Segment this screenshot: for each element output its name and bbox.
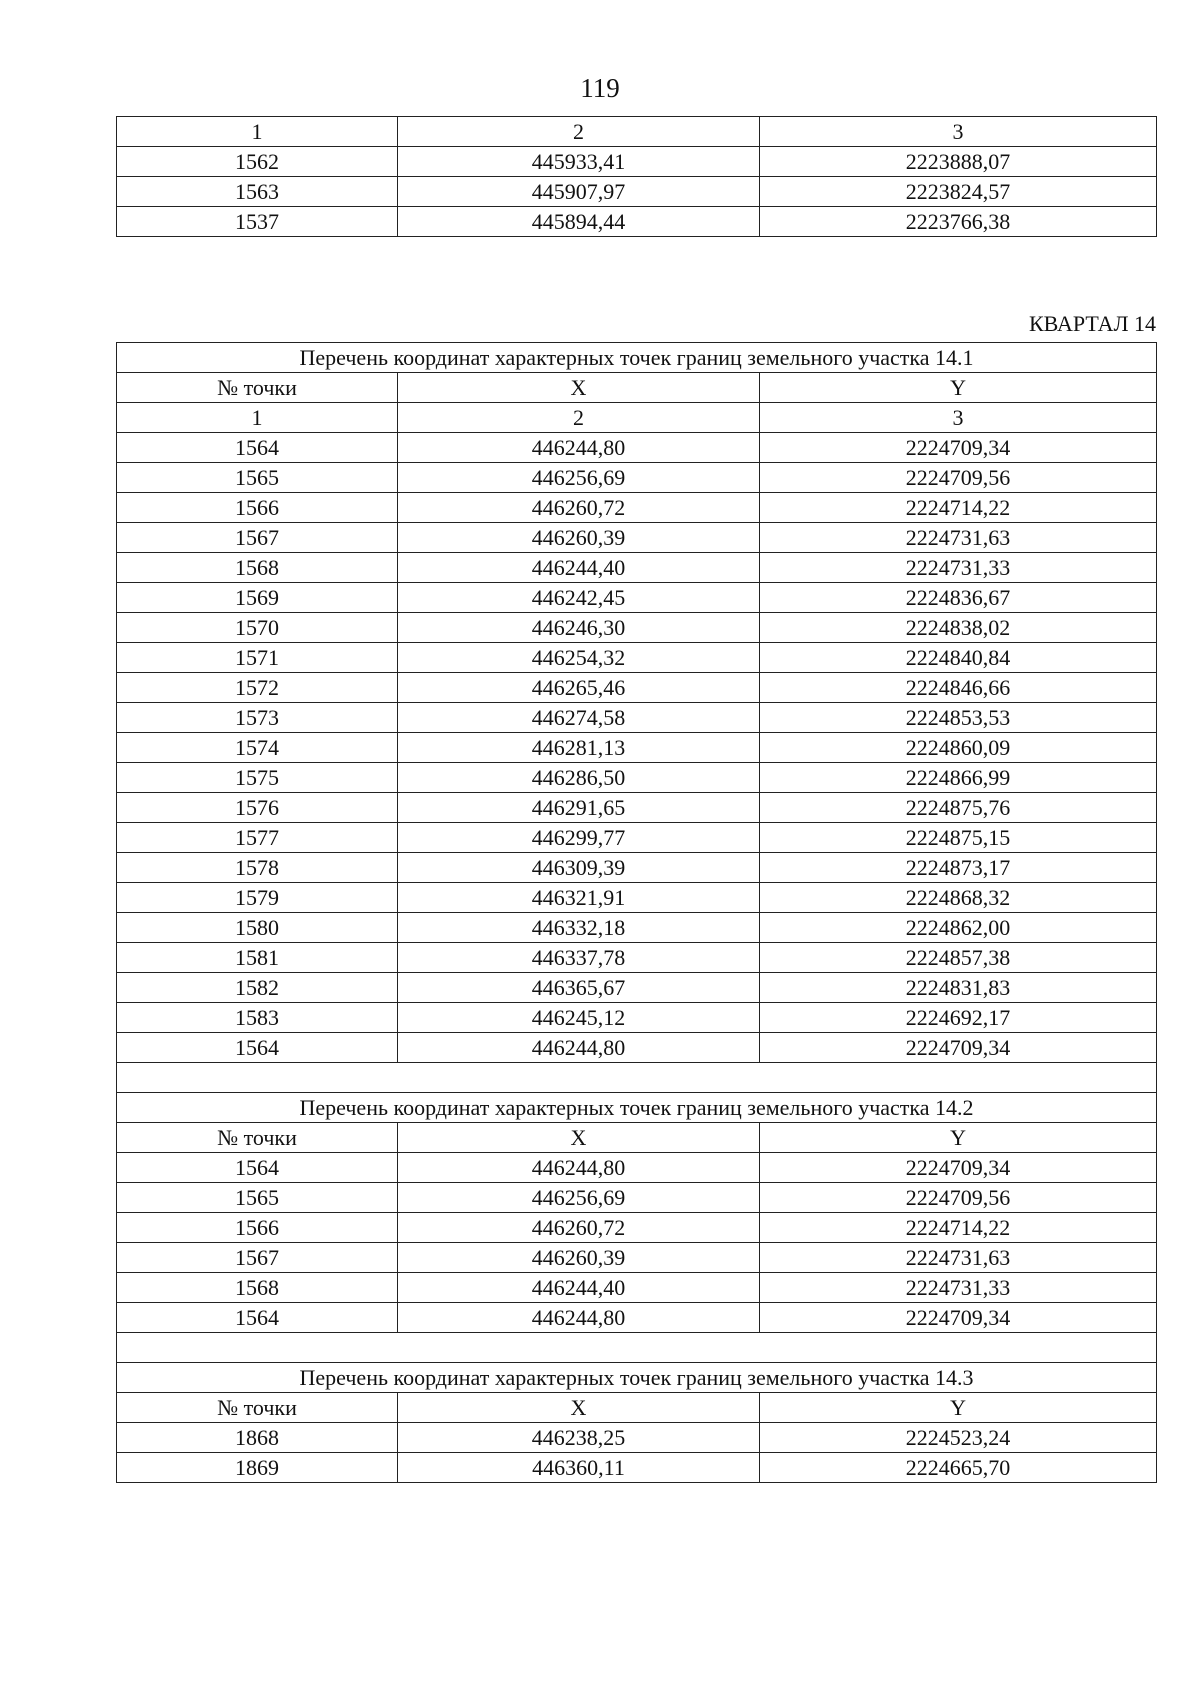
column-header-row — [117, 1123, 1157, 1153]
point-number-cell: 1567 — [117, 1243, 398, 1273]
point-number-cell: 1572 — [117, 673, 398, 703]
y-coordinate-cell: 2224731,63 — [760, 523, 1157, 553]
y-coordinate-cell: 2224692,17 — [760, 1003, 1157, 1033]
column-header: X — [398, 373, 760, 403]
column-number-cell: 1 — [117, 403, 398, 433]
table-row — [117, 1153, 1157, 1183]
x-coordinate-cell: 445894,44 — [398, 207, 760, 237]
point-number-cell: 1573 — [117, 703, 398, 733]
y-coordinate-cell: 2224709,56 — [760, 463, 1157, 493]
x-coordinate-cell: 446246,30 — [398, 613, 760, 643]
x-coordinate-cell: 446321,91 — [398, 883, 760, 913]
point-number-cell: 1563 — [117, 177, 398, 207]
table-row — [117, 793, 1157, 823]
parcel-title: Перечень координат характерных точек границ земельного участка 14.2 — [117, 1093, 1157, 1123]
x-coordinate-cell: 446291,65 — [398, 793, 760, 823]
table-row — [117, 643, 1157, 673]
y-coordinate-cell: 2224860,09 — [760, 733, 1157, 763]
point-number-cell: 1571 — [117, 643, 398, 673]
x-coordinate-cell: 445907,97 — [398, 177, 760, 207]
quarter-14-coordinates-table — [116, 342, 1157, 1483]
y-coordinate-cell: 2224709,34 — [760, 1033, 1157, 1063]
y-coordinate-cell: 2224840,84 — [760, 643, 1157, 673]
point-number-cell: 1868 — [117, 1423, 398, 1453]
y-coordinate-cell: 2224731,63 — [760, 1243, 1157, 1273]
column-number-cell: 3 — [760, 403, 1157, 433]
table-row — [117, 1273, 1157, 1303]
y-coordinate-cell: 2224665,70 — [760, 1453, 1157, 1483]
table-row — [117, 1243, 1157, 1273]
x-coordinate-cell: 446260,72 — [398, 1213, 760, 1243]
spacer-row — [117, 1333, 1157, 1363]
x-coordinate-cell: 446238,25 — [398, 1423, 760, 1453]
x-coordinate-cell: 446260,39 — [398, 523, 760, 553]
x-coordinate-cell: 446244,80 — [398, 1303, 760, 1333]
y-coordinate-cell: 2224709,34 — [760, 1153, 1157, 1183]
x-coordinate-cell: 446256,69 — [398, 1183, 760, 1213]
table-row — [117, 943, 1157, 973]
column-header: Y — [760, 373, 1157, 403]
column-header: № точки — [117, 1393, 398, 1423]
table-row — [117, 207, 1157, 237]
table-row — [117, 703, 1157, 733]
y-coordinate-cell: 2224875,76 — [760, 793, 1157, 823]
column-number-cell: 2 — [398, 403, 760, 433]
column-number-cell: 3 — [760, 117, 1157, 147]
point-number-cell: 1577 — [117, 823, 398, 853]
y-coordinate-cell: 2224523,24 — [760, 1423, 1157, 1453]
y-coordinate-cell: 2224868,32 — [760, 883, 1157, 913]
column-header: Y — [760, 1393, 1157, 1423]
point-number-cell: 1564 — [117, 433, 398, 463]
table-row — [117, 973, 1157, 1003]
x-coordinate-cell: 446244,40 — [398, 1273, 760, 1303]
table-row — [117, 1003, 1157, 1033]
y-coordinate-cell: 2224857,38 — [760, 943, 1157, 973]
x-coordinate-cell: 446365,67 — [398, 973, 760, 1003]
y-coordinate-cell: 2224731,33 — [760, 1273, 1157, 1303]
x-coordinate-cell: 446265,46 — [398, 673, 760, 703]
point-number-cell: 1579 — [117, 883, 398, 913]
point-number-cell: 1537 — [117, 207, 398, 237]
point-number-cell: 1564 — [117, 1033, 398, 1063]
y-coordinate-cell: 2224709,34 — [760, 433, 1157, 463]
point-number-cell: 1576 — [117, 793, 398, 823]
page-number: 119 — [580, 73, 620, 103]
point-number-cell: 1578 — [117, 853, 398, 883]
point-number-cell: 1568 — [117, 1273, 398, 1303]
x-coordinate-cell: 446256,69 — [398, 463, 760, 493]
table-row — [117, 853, 1157, 883]
point-number-cell: 1580 — [117, 913, 398, 943]
column-number-row — [117, 403, 1157, 433]
parcel-title-row — [117, 1363, 1157, 1393]
x-coordinate-cell: 446254,32 — [398, 643, 760, 673]
x-coordinate-cell: 446360,11 — [398, 1453, 760, 1483]
y-coordinate-cell: 2223766,38 — [760, 207, 1157, 237]
x-coordinate-cell: 445933,41 — [398, 147, 760, 177]
x-coordinate-cell: 446244,80 — [398, 1033, 760, 1063]
column-header-row — [117, 1393, 1157, 1423]
y-coordinate-cell: 2224714,22 — [760, 493, 1157, 523]
point-number-cell: 1566 — [117, 493, 398, 523]
column-header: X — [398, 1393, 760, 1423]
column-header-row — [117, 373, 1157, 403]
x-coordinate-cell: 446332,18 — [398, 913, 760, 943]
point-number-cell: 1564 — [117, 1303, 398, 1333]
y-coordinate-cell: 2223888,07 — [760, 147, 1157, 177]
y-coordinate-cell: 2224709,56 — [760, 1183, 1157, 1213]
y-coordinate-cell: 2224838,02 — [760, 613, 1157, 643]
y-coordinate-cell: 2224875,15 — [760, 823, 1157, 853]
x-coordinate-cell: 446245,12 — [398, 1003, 760, 1033]
table-row — [117, 613, 1157, 643]
table-row — [117, 763, 1157, 793]
table-row — [117, 583, 1157, 613]
y-coordinate-cell: 2224731,33 — [760, 553, 1157, 583]
table-row — [117, 1033, 1157, 1063]
x-coordinate-cell: 446242,45 — [398, 583, 760, 613]
point-number-cell: 1570 — [117, 613, 398, 643]
table-row — [117, 1303, 1157, 1333]
table-row — [117, 823, 1157, 853]
y-coordinate-cell: 2224846,66 — [760, 673, 1157, 703]
point-number-cell: 1567 — [117, 523, 398, 553]
column-header: Y — [760, 1123, 1157, 1153]
parcel-title: Перечень координат характерных точек границ земельного участка 14.3 — [117, 1363, 1157, 1393]
table-row — [117, 1423, 1157, 1453]
column-header: № точки — [117, 1123, 398, 1153]
x-coordinate-cell: 446286,50 — [398, 763, 760, 793]
table-row — [117, 673, 1157, 703]
y-coordinate-cell: 2224862,00 — [760, 913, 1157, 943]
spacer-cell — [117, 1063, 1157, 1093]
column-header: X — [398, 1123, 760, 1153]
x-coordinate-cell: 446244,40 — [398, 553, 760, 583]
point-number-cell: 1565 — [117, 463, 398, 493]
x-coordinate-cell: 446281,13 — [398, 733, 760, 763]
y-coordinate-cell: 2224714,22 — [760, 1213, 1157, 1243]
column-number-cell: 1 — [117, 117, 398, 147]
point-number-cell: 1581 — [117, 943, 398, 973]
parcel-title: Перечень координат характерных точек границ земельного участка 14.1 — [117, 343, 1157, 373]
table-row — [117, 883, 1157, 913]
table-row — [117, 913, 1157, 943]
spacer-cell — [117, 1333, 1157, 1363]
y-coordinate-cell: 2224853,53 — [760, 703, 1157, 733]
x-coordinate-cell: 446299,77 — [398, 823, 760, 853]
table-row — [117, 1213, 1157, 1243]
x-coordinate-cell: 446274,58 — [398, 703, 760, 733]
point-number-cell: 1562 — [117, 147, 398, 177]
x-coordinate-cell: 446244,80 — [398, 433, 760, 463]
table-row — [117, 463, 1157, 493]
table-row — [117, 1183, 1157, 1213]
point-number-cell: 1569 — [117, 583, 398, 613]
y-coordinate-cell: 2224866,99 — [760, 763, 1157, 793]
y-coordinate-cell: 2224836,67 — [760, 583, 1157, 613]
column-number-cell: 2 — [398, 117, 760, 147]
x-coordinate-cell: 446244,80 — [398, 1153, 760, 1183]
x-coordinate-cell: 446260,72 — [398, 493, 760, 523]
point-number-cell: 1568 — [117, 553, 398, 583]
point-number-cell: 1565 — [117, 1183, 398, 1213]
point-number-cell: 1566 — [117, 1213, 398, 1243]
x-coordinate-cell: 446309,39 — [398, 853, 760, 883]
table-row — [117, 733, 1157, 763]
y-coordinate-cell: 2224709,34 — [760, 1303, 1157, 1333]
point-number-cell: 1575 — [117, 763, 398, 793]
table-row — [117, 553, 1157, 583]
table-row — [117, 433, 1157, 463]
column-header: № точки — [117, 373, 398, 403]
parcel-title-row — [117, 343, 1157, 373]
parcel-title-row — [117, 1093, 1157, 1123]
quarter-label: КВАРТАЛ 14 — [1028, 311, 1156, 336]
continued-coordinates-table — [116, 116, 1157, 237]
spacer-row — [117, 1063, 1157, 1093]
table-row — [117, 523, 1157, 553]
table-row — [117, 1453, 1157, 1483]
point-number-cell: 1564 — [117, 1153, 398, 1183]
point-number-cell: 1869 — [117, 1453, 398, 1483]
table-row — [117, 493, 1157, 523]
y-coordinate-cell: 2223824,57 — [760, 177, 1157, 207]
point-number-cell: 1582 — [117, 973, 398, 1003]
x-coordinate-cell: 446337,78 — [398, 943, 760, 973]
point-number-cell: 1583 — [117, 1003, 398, 1033]
table-row — [117, 177, 1157, 207]
x-coordinate-cell: 446260,39 — [398, 1243, 760, 1273]
column-number-row — [117, 117, 1157, 147]
table-row — [117, 147, 1157, 177]
point-number-cell: 1574 — [117, 733, 398, 763]
y-coordinate-cell: 2224831,83 — [760, 973, 1157, 1003]
y-coordinate-cell: 2224873,17 — [760, 853, 1157, 883]
